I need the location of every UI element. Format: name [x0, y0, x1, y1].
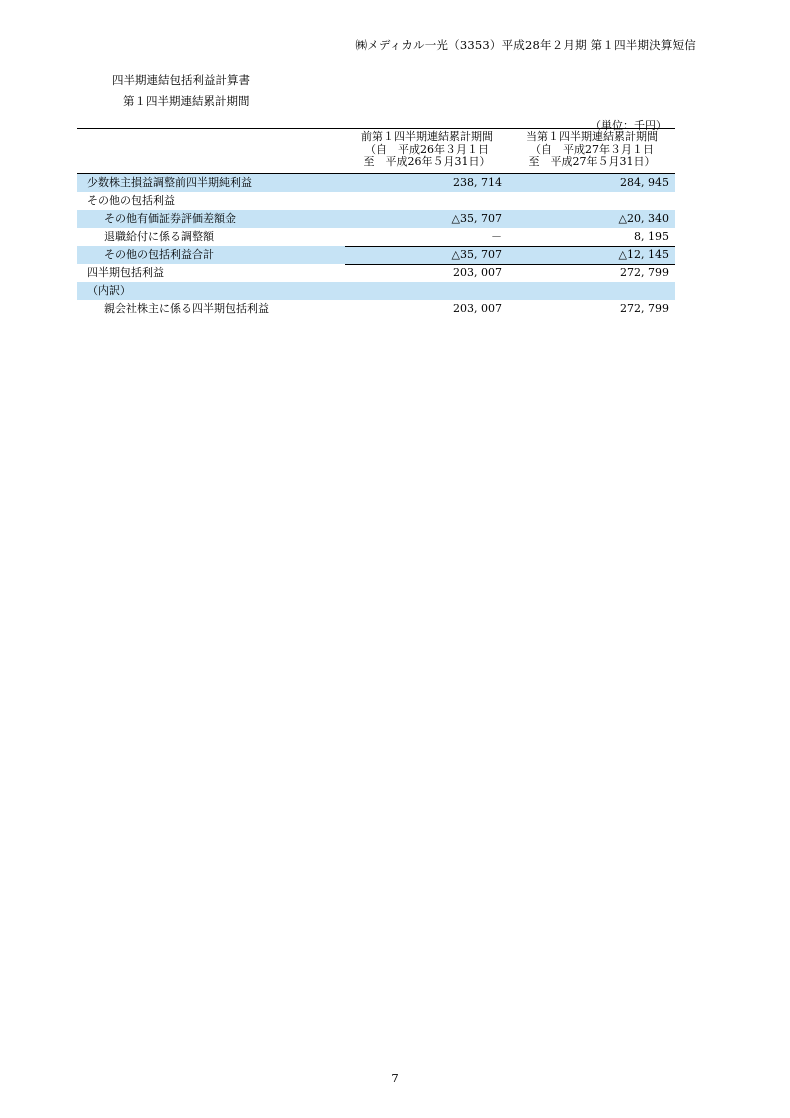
row-label: その他有価証券評価差額金 — [104, 212, 236, 225]
row-label: 四半期包括利益 — [87, 266, 164, 279]
table-row — [77, 210, 675, 228]
table-row — [77, 174, 675, 192]
row-value-current: 284, 945 — [620, 176, 669, 189]
row-label: （内訳） — [87, 284, 131, 297]
row-value-current: 272, 799 — [620, 302, 669, 315]
row-value-prior: 203, 007 — [453, 266, 502, 279]
row-value-prior: 238, 714 — [453, 176, 502, 189]
row-value-current: △12, 145 — [618, 248, 669, 261]
table-row — [77, 192, 675, 210]
row-value-prior: △35, 707 — [451, 248, 502, 261]
column-header-prior-period: 前第１四半期連結累計期間 （自 平成26年３月１日 至 平成26年５月31日） — [361, 130, 493, 168]
row-label: 親会社株主に係る四半期包括利益 — [104, 302, 269, 315]
row-label: その他の包括利益 — [87, 194, 175, 207]
statement-title: 四半期連結包括利益計算書 — [112, 73, 250, 87]
unit-label: （単位：千円） — [590, 119, 667, 132]
row-value-current: △20, 340 — [618, 212, 669, 225]
table-row — [77, 300, 675, 318]
row-label: 少数株主損益調整前四半期純利益 — [87, 176, 252, 189]
row-value-current: 272, 799 — [620, 266, 669, 279]
row-label: その他の包括利益合計 — [104, 248, 214, 261]
comprehensive-income-table — [77, 128, 675, 318]
row-value-prior: 203, 007 — [453, 302, 502, 315]
statement-subtitle: 第１四半期連結累計期間 — [123, 94, 250, 108]
column-header-current-period: 当第１四半期連結累計期間 （自 平成27年３月１日 至 平成27年５月31日） — [526, 130, 658, 168]
row-label: 退職給付に係る調整額 — [104, 230, 214, 243]
table-row — [77, 264, 675, 282]
page-number: 7 — [391, 1071, 399, 1085]
row-value-prior: － — [491, 230, 502, 243]
row-value-current: 8, 195 — [634, 230, 669, 243]
table-column-headers — [77, 129, 675, 173]
table-row — [77, 228, 675, 246]
document-header: ㈱メディカル一光（3353）平成28年２月期 第１四半期決算短信 — [355, 38, 696, 52]
table-row — [77, 282, 675, 300]
table-row — [77, 246, 675, 264]
row-value-prior: △35, 707 — [451, 212, 502, 225]
